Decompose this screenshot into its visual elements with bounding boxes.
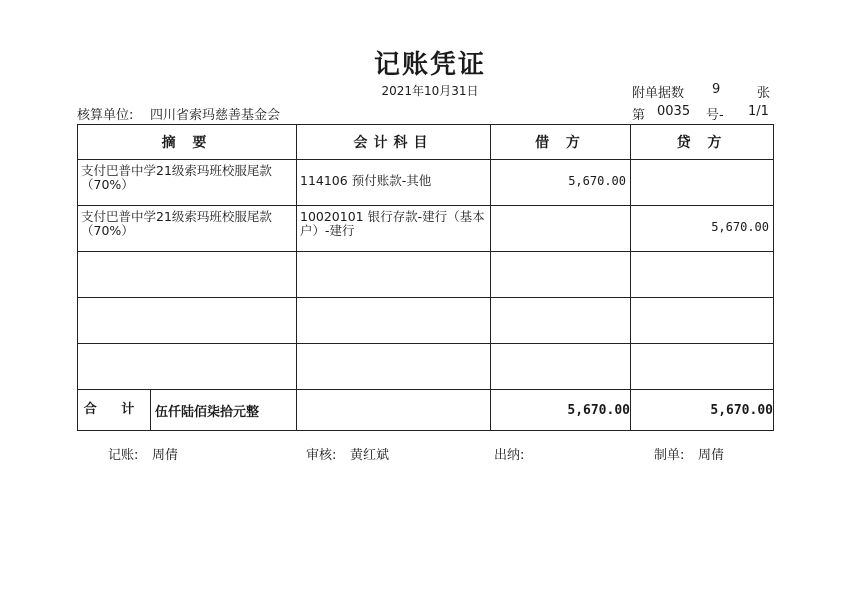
- entry-credit: 5,670.00: [711, 220, 769, 234]
- total-label: 合 计: [78, 390, 151, 430]
- bookkeeper-name: 周倩: [152, 448, 179, 463]
- voucher-date: 2021年10月31日: [381, 84, 479, 98]
- entry-summary: 支付巴普中学21级索玛班校服尾款（70%）: [81, 209, 272, 238]
- entry-credit: [631, 160, 773, 174]
- total-row: [78, 390, 774, 431]
- reviewer-name: 黄红斌: [350, 448, 390, 463]
- unit-label: 核算单位:: [77, 108, 134, 123]
- attachments-unit: 张: [757, 86, 771, 101]
- header-debit: 借 方: [491, 125, 631, 160]
- bookkeeper-label: 记账:: [108, 448, 139, 463]
- total-debit: 5,670.00: [491, 390, 631, 431]
- entry-summary: [78, 298, 296, 302]
- entry-summary: 支付巴普中学21级索玛班校服尾款（70%）: [81, 163, 272, 192]
- entry-debit: [491, 344, 630, 358]
- entry-row: [78, 344, 774, 390]
- entry-debit: [491, 252, 630, 266]
- unit-name: 四川省索玛慈善基金会: [150, 108, 281, 123]
- header-credit: 贷 方: [631, 125, 774, 160]
- total-amount-words: 伍仟陆佰柒拾元整: [155, 404, 260, 420]
- entry-summary: [78, 252, 296, 256]
- cashier-label: 出纳:: [494, 448, 525, 463]
- voucher-page: 1/1: [748, 104, 769, 119]
- entry-account: [297, 298, 490, 302]
- voucher-number: 0035: [657, 104, 691, 119]
- entry-account: 10020101 银行存款-建行（基本户）-建行: [300, 209, 485, 238]
- preparer-label: 制单:: [654, 448, 685, 463]
- entry-account: [297, 344, 490, 348]
- entry-debit: [491, 298, 630, 312]
- entry-credit: [631, 252, 773, 266]
- entry-debit: 5,670.00: [568, 174, 626, 188]
- entry-summary: [78, 344, 296, 348]
- preparer-name: 周倩: [698, 448, 725, 463]
- entry-row: [78, 252, 774, 298]
- reviewer-label: 审核:: [306, 448, 337, 463]
- entry-row: [78, 160, 774, 206]
- voucher-no-prefix: 第: [632, 108, 646, 123]
- voucher-table: [77, 124, 774, 431]
- attachments-count: 9: [712, 82, 721, 97]
- attachments-label: 附单据数: [632, 86, 685, 101]
- header-row: [78, 125, 774, 160]
- entry-account: 114106 预付账款-其他: [300, 173, 432, 188]
- entry-account: [297, 252, 490, 256]
- voucher-no-suffix: 号-: [706, 108, 724, 123]
- entry-credit: [631, 298, 773, 312]
- entry-debit: [491, 206, 630, 220]
- entry-credit: [631, 344, 773, 358]
- entry-row: [78, 206, 774, 252]
- header-summary: 摘 要: [78, 125, 297, 160]
- total-credit: 5,670.00: [631, 390, 774, 431]
- header-account: 会计科目: [297, 125, 491, 160]
- voucher-title: 记账凭证: [373, 50, 486, 80]
- entry-row: [78, 298, 774, 344]
